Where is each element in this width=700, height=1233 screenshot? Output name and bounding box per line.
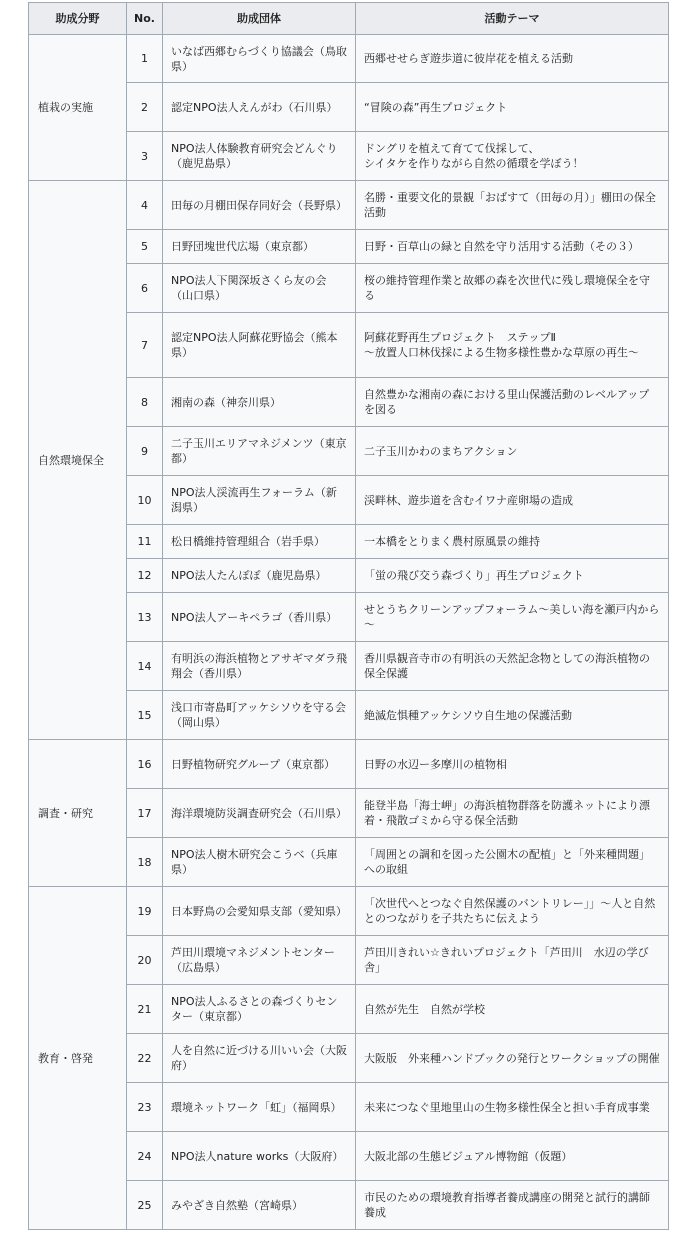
- org-cell: 人を自然に近づける川いい会（大阪府）: [163, 1034, 356, 1083]
- no-cell: 17: [127, 789, 163, 838]
- header-row: [29, 3, 669, 35]
- no-cell: 2: [127, 83, 163, 132]
- category-cell: 植栽の実施: [29, 35, 127, 181]
- org-cell: NPO法人ふるさとの森づくりセンター（東京都）: [163, 985, 356, 1034]
- no-cell: 7: [127, 313, 163, 378]
- theme-cell: 二子玉川かわのまちアクション: [356, 427, 669, 476]
- theme-cell: せとうちクリーンアップフォーラム～美しい海を瀬戸内から～: [356, 593, 669, 642]
- no-cell: 3: [127, 132, 163, 181]
- table-row: [29, 887, 669, 936]
- no-cell: 18: [127, 838, 163, 887]
- org-cell: 日野団塊世代広場（東京都）: [163, 230, 356, 264]
- org-cell: いなば西郷むらづくり協議会（鳥取県）: [163, 35, 356, 83]
- org-cell: NPO法人アーキペラゴ（香川県）: [163, 593, 356, 642]
- org-cell: 浅口市寄島町アッケシソウを守る会（岡山県）: [163, 691, 356, 740]
- no-cell: 15: [127, 691, 163, 740]
- org-cell: NPO法人nature works（大阪府）: [163, 1132, 356, 1181]
- no-cell: 4: [127, 181, 163, 230]
- theme-cell: 日野の水辺ー多摩川の植物相: [356, 740, 669, 789]
- theme-cell: 自然豊かな湘南の森における里山保護活動のレベルアップを図る: [356, 378, 669, 427]
- org-cell: NPO法人樹木研究会こうべ（兵庫県）: [163, 838, 356, 887]
- no-cell: 19: [127, 887, 163, 936]
- no-cell: 22: [127, 1034, 163, 1083]
- no-cell: 20: [127, 936, 163, 985]
- no-cell: 16: [127, 740, 163, 789]
- org-cell: 田毎の月棚田保存同好会（長野県）: [163, 181, 356, 230]
- no-cell: 12: [127, 559, 163, 593]
- theme-cell: 市民のための環境教育指導者養成講座の開発と試行的講師養成: [356, 1181, 669, 1230]
- category-cell: 自然環境保全: [29, 181, 127, 740]
- table-body: [29, 35, 669, 1230]
- theme-cell: 渓畔林、遊歩道を含むイワナ産卵場の造成: [356, 476, 669, 525]
- grants-table: [28, 2, 669, 1230]
- theme-cell: 名勝・重要文化的景観「おばすて（田毎の月）」棚田の保全活動: [356, 181, 669, 230]
- no-cell: 6: [127, 264, 163, 313]
- theme-cell: 西郷せせらぎ遊歩道に彼岸花を植える活動: [356, 35, 669, 83]
- header-no: No.: [127, 3, 163, 35]
- org-cell: NPO法人たんぽぽ（鹿児島県）: [163, 559, 356, 593]
- org-cell: みやざき自然塾（宮崎県）: [163, 1181, 356, 1230]
- org-cell: 有明浜の海浜植物とアサギマダラ飛翔会（香川県）: [163, 642, 356, 691]
- header-org: 助成団体: [163, 3, 356, 35]
- theme-cell: 香川県観音寺市の有明浜の天然記念物としての海浜植物の保全保護: [356, 642, 669, 691]
- org-cell: 認定NPO法人阿蘇花野協会（熊本県）: [163, 313, 356, 378]
- org-cell: 日野植物研究グループ（東京都）: [163, 740, 356, 789]
- table-row: [29, 740, 669, 789]
- theme-cell: 未来につなぐ里地里山の生物多様性保全と担い手育成事業: [356, 1083, 669, 1132]
- org-cell: NPO法人渓流再生フォーラム（新潟県）: [163, 476, 356, 525]
- theme-cell: 一本橋をとりまく農村原風景の維持: [356, 525, 669, 559]
- org-cell: 芦田川環境マネジメントセンター（広島県）: [163, 936, 356, 985]
- no-cell: 21: [127, 985, 163, 1034]
- org-cell: 環境ネットワーク「虹」（福岡県）: [163, 1083, 356, 1132]
- theme-cell: 大阪版 外来種ハンドブックの発行とワークショップの開催: [356, 1034, 669, 1083]
- theme-cell: “冒険の森”再生プロジェクト: [356, 83, 669, 132]
- theme-cell: 阿蘇花野再生プロジェクト ステップⅡ ～放置人口林伐採による生物多様性豊かな草原の再生～: [356, 313, 669, 378]
- header-field: 助成分野: [29, 3, 127, 35]
- org-cell: 二子玉川エリアマネジメンツ（東京都）: [163, 427, 356, 476]
- org-cell: NPO法人下関深坂さくら友の会（山口県）: [163, 264, 356, 313]
- org-cell: NPO法人体験教育研究会どんぐり（鹿児島県）: [163, 132, 356, 181]
- header-theme: 活動テーマ: [356, 3, 669, 35]
- no-cell: 5: [127, 230, 163, 264]
- theme-cell: 絶滅危惧種アッケシソウ自生地の保護活動: [356, 691, 669, 740]
- no-cell: 14: [127, 642, 163, 691]
- theme-cell: 大阪北部の生態ビジュアル博物館（仮題）: [356, 1132, 669, 1181]
- no-cell: 9: [127, 427, 163, 476]
- no-cell: 13: [127, 593, 163, 642]
- theme-cell: 桜の維持管理作業と故郷の森を次世代に残し環境保全を守る: [356, 264, 669, 313]
- table-row: [29, 35, 669, 83]
- no-cell: 11: [127, 525, 163, 559]
- theme-cell: ドングリを植えて育てて伐採して、 シイタケを作りながら自然の循環を学ぼう！: [356, 132, 669, 181]
- grants-table-container: [28, 2, 669, 1230]
- no-cell: 10: [127, 476, 163, 525]
- theme-cell: 「周囲との調和を図った公園木の配植」と「外来種問題」への取組: [356, 838, 669, 887]
- theme-cell: 能登半島「海士岬」の海浜植物群落を防護ネットにより漂着・飛散ゴミから守る保全活動: [356, 789, 669, 838]
- theme-cell: 「蛍の飛び交う森づくり」再生プロジェクト: [356, 559, 669, 593]
- category-cell: 調査・研究: [29, 740, 127, 887]
- org-cell: 日本野鳥の会愛知県支部（愛知県）: [163, 887, 356, 936]
- no-cell: 23: [127, 1083, 163, 1132]
- org-cell: 認定NPO法人えんがわ（石川県）: [163, 83, 356, 132]
- category-cell: 教育・啓発: [29, 887, 127, 1230]
- theme-cell: 芦田川きれい☆きれいプロジェクト「芦田川 水辺の学び舎」: [356, 936, 669, 985]
- theme-cell: 自然が先生 自然が学校: [356, 985, 669, 1034]
- org-cell: 湘南の森（神奈川県）: [163, 378, 356, 427]
- org-cell: 松日橋維持管理組合（岩手県）: [163, 525, 356, 559]
- theme-cell: 日野・百草山の緑と自然を守り活用する活動（その３）: [356, 230, 669, 264]
- no-cell: 25: [127, 1181, 163, 1230]
- theme-cell: 「次世代へとつなぐ自然保護のバントリレー」」～人と自然とのつながりを子共たちに伝えよう: [356, 887, 669, 936]
- no-cell: 8: [127, 378, 163, 427]
- no-cell: 1: [127, 35, 163, 83]
- no-cell: 24: [127, 1132, 163, 1181]
- table-row: [29, 181, 669, 230]
- org-cell: 海洋環境防災調査研究会（石川県）: [163, 789, 356, 838]
